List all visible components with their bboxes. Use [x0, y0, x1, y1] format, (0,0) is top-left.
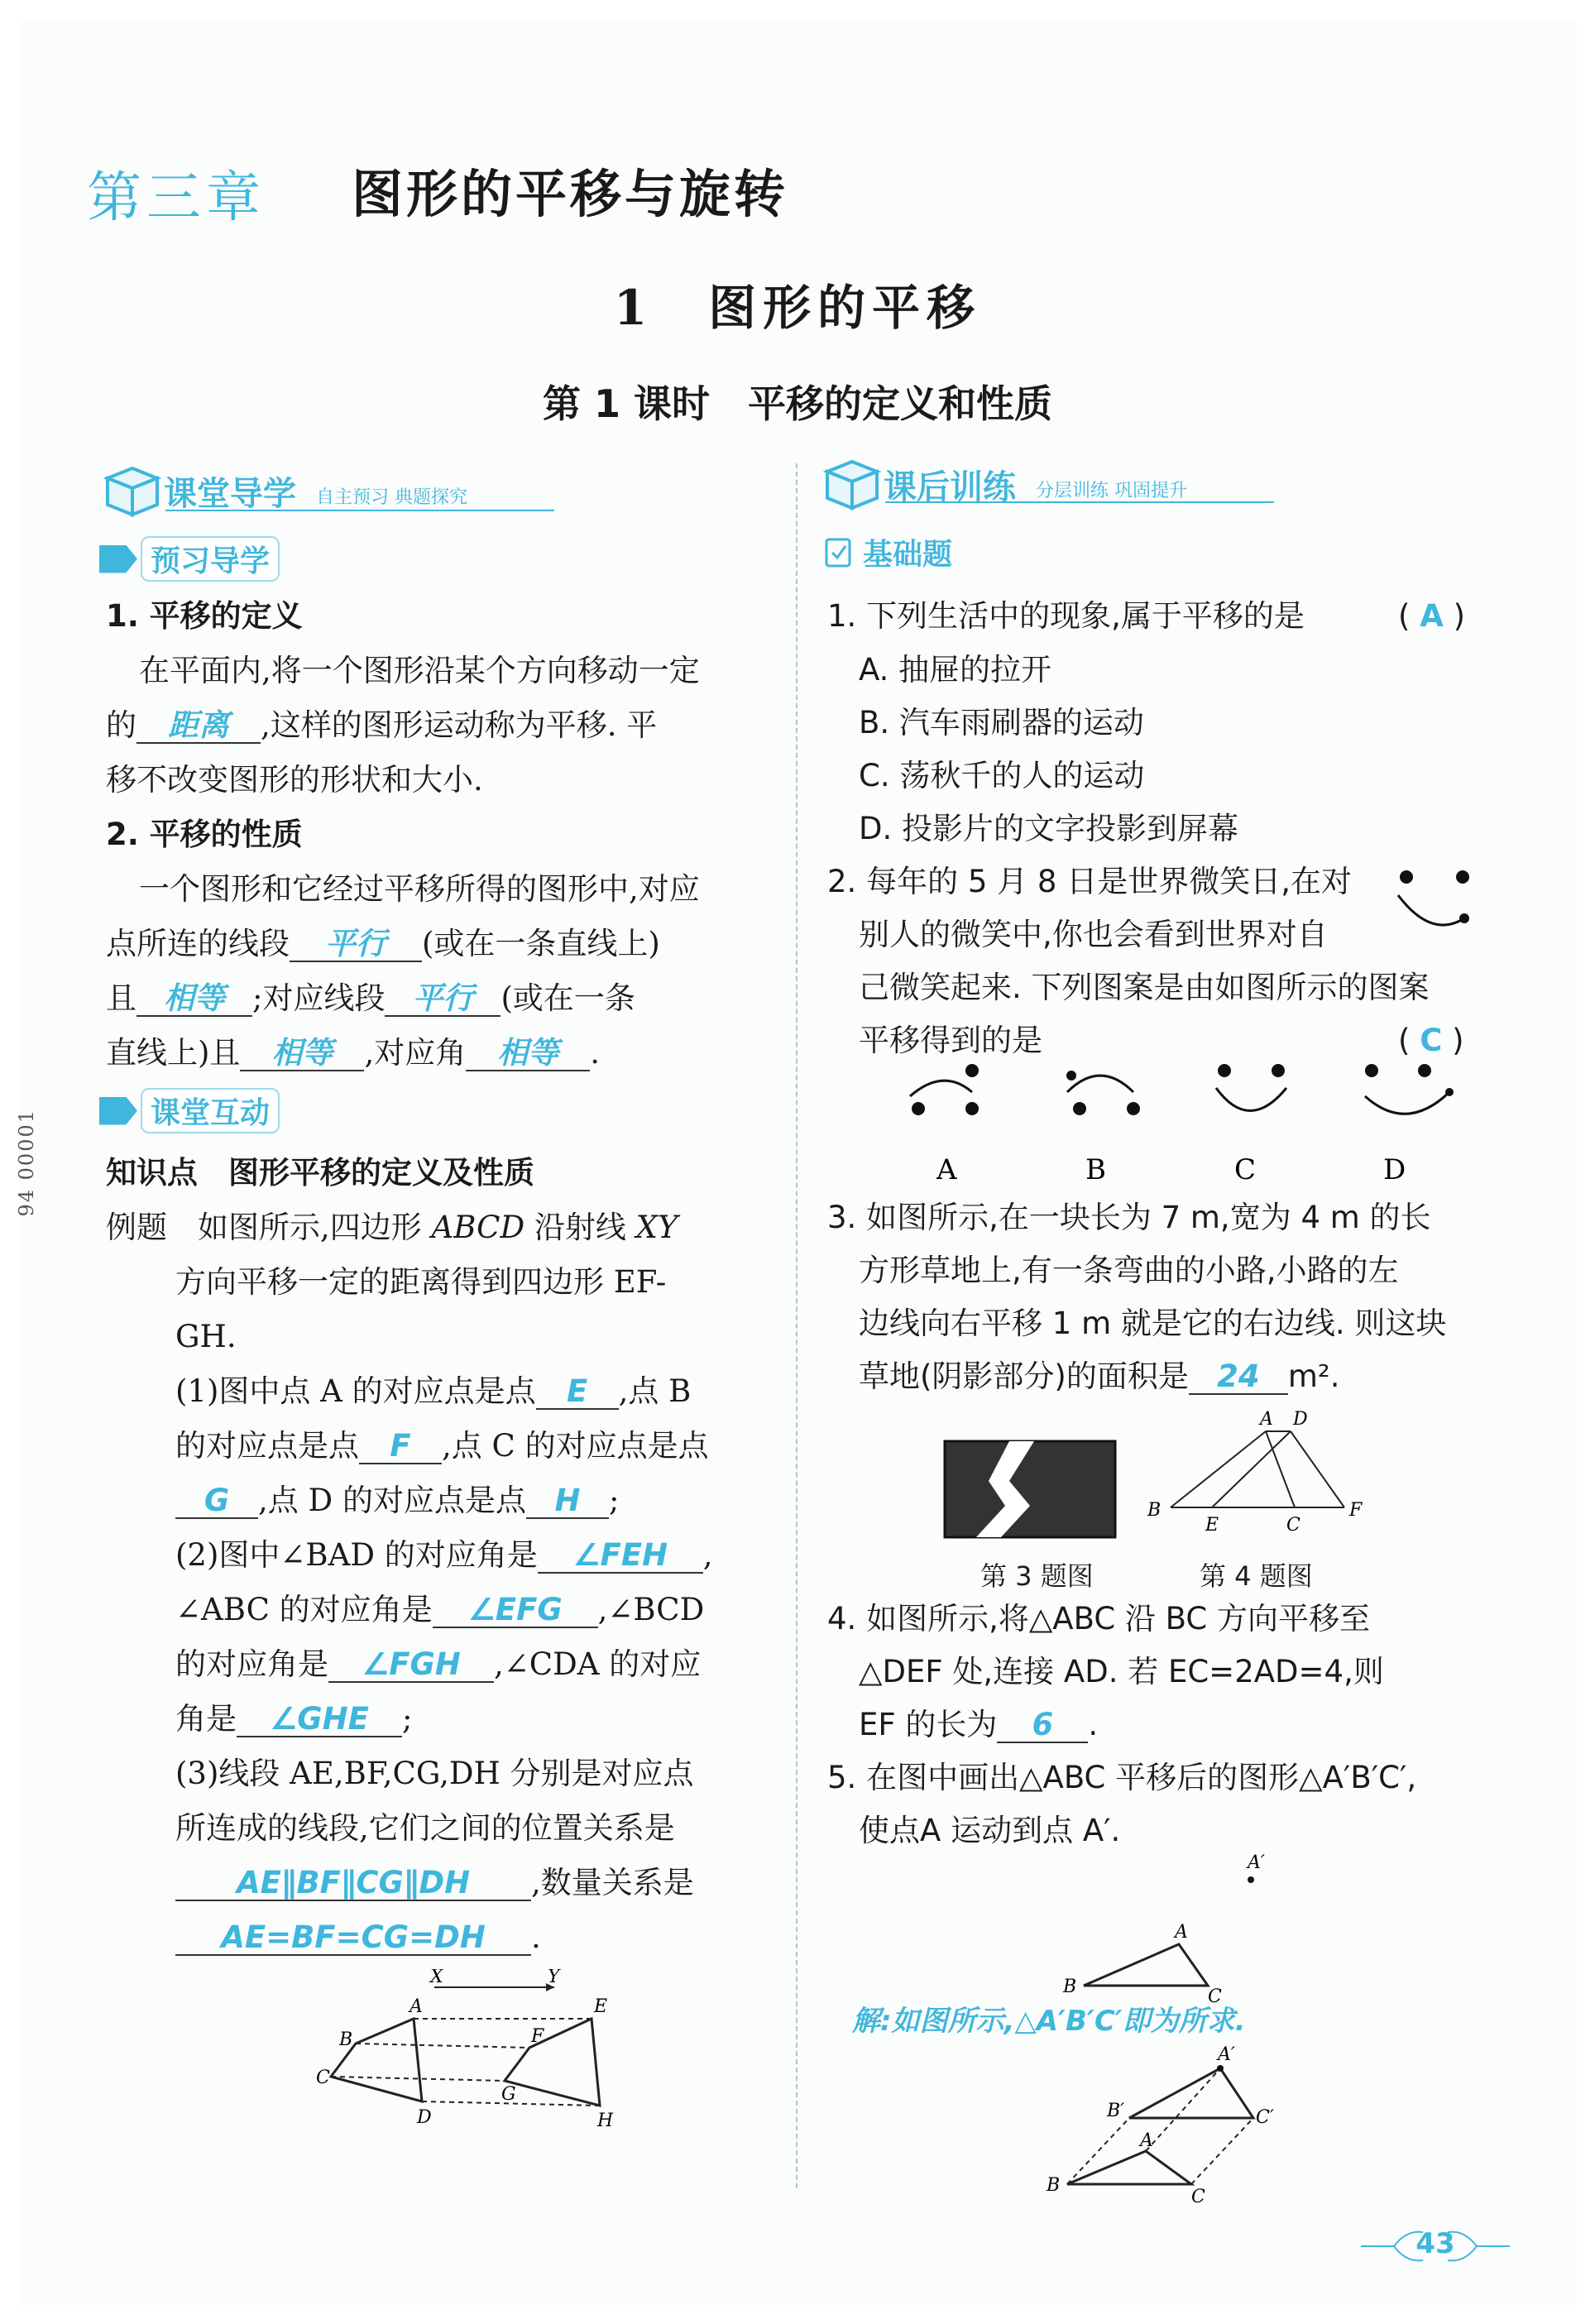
text: ,点 C 的对应点是点 [442, 1428, 709, 1464]
q3-line1: 3. 如图所示,在一块长为 7 m,宽为 4 m 的长 [827, 1200, 1431, 1235]
q2-options-figure [893, 1059, 1473, 1191]
answer-blank: F [390, 1428, 411, 1464]
q4-label-a: A [1260, 1409, 1273, 1430]
text: 的 [106, 707, 137, 743]
tag-arrow-icon [99, 1097, 137, 1125]
q4-label-b: B [1147, 1500, 1162, 1521]
label-d: D [417, 2107, 432, 2128]
example-line1 [106, 1200, 768, 1255]
q3-line3: 边线向右平移 1 m 就是它的右边线. 则这块 [859, 1306, 1447, 1341]
answer-blank: 平行 [412, 980, 474, 1016]
q5-label-c: C [1208, 1986, 1222, 2007]
option-b-label: B [1085, 1153, 1106, 1186]
q1-stem [827, 589, 1489, 644]
item2-line3 [106, 971, 768, 1026]
q2-line4 [106, 1692, 768, 1747]
sol-label-aprime: A′ [1218, 2044, 1235, 2065]
text: . [531, 1919, 541, 1955]
text: ,点 B [618, 1373, 692, 1409]
item1-line2 [106, 698, 768, 753]
text: (或在一条直线上) [422, 926, 660, 961]
option-c-pattern [1216, 1064, 1286, 1111]
q3-line4 [106, 1910, 768, 1965]
text: m². [1287, 1358, 1340, 1394]
text: (或在一条 [501, 980, 635, 1016]
sol-label-a: A [1140, 2130, 1153, 2151]
page-number: 43 [1415, 2227, 1455, 2260]
item1-head: 1. 平移的定义 [106, 598, 303, 634]
text: 1. 下列生活中的现象,属于平移的是 [827, 598, 1305, 634]
text: ) [1452, 1023, 1464, 1058]
column-divider [796, 463, 798, 2188]
label-a: A [410, 1996, 423, 2017]
smiley-reference [1390, 860, 1481, 943]
q5-label-a: A [1175, 1922, 1188, 1943]
after-class-band [819, 455, 1187, 513]
answer-blank: H [554, 1483, 581, 1518]
q3-caption: 第 3 题图 [980, 1560, 1094, 1592]
q5-solution: 解:如图所示,△A′B′C′即为所求. [852, 2005, 1246, 2038]
q2-line3 [106, 1637, 768, 1692]
section-title: 1 图形的平移 [613, 280, 982, 336]
q5-solution-figure [1034, 2044, 1282, 2209]
text: 的对应点是点 [175, 1428, 359, 1464]
text: (1)图中点 A 的对应点是点 [175, 1373, 536, 1409]
text: , [702, 1537, 713, 1573]
q5-line2: 使点A 运动到点 A′. [859, 1813, 1121, 1848]
option-a-pattern [910, 1064, 979, 1115]
option-d-label: D [1383, 1153, 1406, 1186]
text: 角是 [175, 1701, 237, 1737]
answer-blank: 相等 [271, 1035, 333, 1071]
item2-head: 2. 平移的性质 [106, 817, 303, 852]
text: XY [635, 1210, 678, 1245]
q5-label-b: B [1063, 1977, 1077, 1997]
preview-tag [99, 536, 280, 582]
right-questions-1 [827, 589, 1489, 1067]
text: ; [402, 1701, 413, 1737]
text: ,数量关系是 [531, 1865, 694, 1900]
text: ;对应线段 [252, 980, 386, 1016]
answer-blank: ∠FGH [362, 1646, 461, 1682]
q1-answer-paren [1398, 589, 1465, 644]
q4-line2: △DEF 处,连接 AD. 若 EC=2AD=4,则 [859, 1654, 1384, 1689]
q4-caption: 第 4 题图 [1200, 1560, 1313, 1592]
interact-content [106, 1146, 768, 1965]
q4-label-e: E [1205, 1515, 1219, 1536]
text: ; [608, 1483, 620, 1518]
q3-line2: 所连成的线段,它们之间的位置关系是 [175, 1810, 675, 1846]
q1-line1 [106, 1364, 768, 1419]
answer-blank: 距离 [168, 707, 229, 743]
answer-blank: 平行 [325, 926, 386, 961]
text: 草地(阴影部分)的面积是 [859, 1358, 1189, 1394]
q4-figure [1146, 1398, 1369, 1539]
answer: C [1420, 1023, 1443, 1058]
band-subtitle: 分层训练 巩固提升 [1036, 480, 1187, 501]
text: EF 的长为 [859, 1707, 998, 1742]
text: 例题 如图所示,四边形 [106, 1210, 422, 1245]
option-b-pattern [1066, 1071, 1140, 1115]
answer-blank: ∠FEH [572, 1537, 668, 1573]
text: 平移得到的是 [859, 1023, 1042, 1058]
text: 直线上)且 [106, 1035, 241, 1071]
item2-line4 [106, 1026, 768, 1081]
q1-option-b: B. 汽车雨刷器的运动 [859, 705, 1144, 740]
q2-line1: 2. 每年的 5 月 8 日是世界微笑日,在对 [827, 864, 1352, 899]
q5-figure [1059, 1853, 1274, 2019]
answer-blank: G [204, 1483, 230, 1518]
label-e: E [594, 1996, 608, 2017]
item2-line2 [106, 917, 768, 971]
text: . [590, 1035, 600, 1071]
q3-line1: (3)线段 AE,BF,CG,DH 分别是对应点 [175, 1756, 694, 1791]
text: 点所连的线段 [106, 926, 290, 961]
q3-figure [943, 1440, 1117, 1539]
q4-label-c: C [1286, 1515, 1300, 1536]
item1-line3: 移不改变图形的形状和大小. [106, 762, 483, 798]
option-a-label: A [936, 1153, 957, 1186]
cube-icon [99, 462, 164, 520]
text: ,∠BCD [597, 1592, 705, 1627]
text: ,这样的图形运动称为平移. 平 [261, 707, 658, 743]
answer-blank: ∠EFG [467, 1592, 563, 1627]
q5-label-aprime: A′ [1248, 1853, 1265, 1873]
q2-line3: 己微笑起来. 下列图案是由如图所示的图案 [859, 970, 1430, 1005]
answer-blank: AE∥BF∥CG∥DH [236, 1865, 471, 1900]
text: ,∠CDA 的对应 [494, 1646, 702, 1682]
q4-label-f: F [1349, 1500, 1363, 1521]
text: ,对应角 [364, 1035, 467, 1071]
text: . [1088, 1707, 1099, 1742]
text: 且 [106, 980, 137, 1016]
answer-blank: ∠GHE [270, 1701, 369, 1737]
q4-line3 [827, 1699, 1489, 1751]
q1-option-c: C. 荡秋千的人的运动 [859, 758, 1145, 793]
basic-label: 基础题 [863, 538, 953, 572]
label-c: C [316, 2068, 330, 2088]
text: 沿射线 [534, 1210, 626, 1245]
q2-line2: 别人的微笑中,你也会看到世界对自 [859, 917, 1328, 952]
answer-blank: 相等 [497, 1035, 559, 1071]
example-figure [314, 1969, 629, 2135]
text: (2)图中∠BAD 的对应角是 [175, 1537, 538, 1573]
q4-label-d: D [1293, 1409, 1308, 1430]
answer: A [1420, 598, 1444, 634]
answer-blank: 24 [1217, 1358, 1260, 1394]
item2-line1: 一个图形和它经过平移所得的图形中,对应 [139, 871, 700, 907]
q1-option-d: D. 投影片的文字投影到屏幕 [859, 811, 1239, 846]
checklist-icon [823, 536, 856, 569]
text: ( [1398, 1023, 1411, 1058]
item1-line1: 在平面内,将一个图形沿某个方向移动一定 [139, 653, 700, 688]
label-g: G [501, 2084, 516, 2105]
side-mark: 94 00001 [15, 1109, 38, 1217]
answer-blank: AE=BF=CG=DH [221, 1919, 486, 1955]
text: 的对应角是 [175, 1646, 328, 1682]
band-title: 课后训练 [884, 467, 1016, 506]
text: ∠ABC 的对应角是 [175, 1592, 433, 1627]
text: ( [1398, 598, 1411, 634]
q5-line1: 5. 在图中画出△ABC 平移后的图形△A′B′C′, [827, 1760, 1417, 1795]
q2-line1 [106, 1528, 768, 1583]
q2-line2 [106, 1583, 768, 1637]
label-y: Y [548, 1969, 560, 1987]
band-underline [165, 510, 554, 511]
basic-heading [823, 531, 952, 573]
label-h: H [597, 2111, 614, 2131]
interact-tag-label: 课堂互动 [141, 1088, 280, 1133]
label-f: F [531, 2026, 544, 2047]
option-d-pattern [1365, 1064, 1454, 1114]
chapter-label: 第三章 [87, 165, 266, 229]
label-x: X [430, 1969, 443, 1987]
text: ) [1453, 598, 1466, 634]
knowledge-point: 知识点 图形平移的定义及性质 [106, 1155, 534, 1191]
band-title: 课堂导学 [164, 474, 296, 513]
chapter-title: 图形的平移与旋转 [352, 164, 789, 224]
band-subtitle: 自主预习 典题探究 [316, 486, 467, 508]
sol-label-cprime: C′ [1256, 2107, 1274, 2128]
text: ABCD [431, 1210, 525, 1245]
q1-line2 [106, 1419, 768, 1473]
label-b: B [339, 2029, 353, 2050]
tag-arrow-icon [99, 545, 137, 573]
example-line2: 方向平移一定的距离得到四边形 EF- [175, 1264, 667, 1300]
option-c-label: C [1234, 1153, 1257, 1186]
answer-blank: 相等 [164, 980, 225, 1016]
answer-blank: E [567, 1373, 588, 1409]
preview-content [106, 589, 768, 1081]
q1-line3 [106, 1473, 768, 1528]
q3-line4 [827, 1350, 1489, 1403]
example-line3: GH. [175, 1319, 237, 1354]
q3-line2: 方形草地上,有一条弯曲的小路,小路的左 [859, 1253, 1399, 1288]
q4-line1: 4. 如图所示,将△ABC 沿 BC 方向平移至 [827, 1601, 1371, 1636]
answer-blank: 6 [1032, 1707, 1054, 1742]
right-questions-2 [827, 1191, 1489, 1403]
sol-label-bprime: B′ [1107, 2101, 1125, 2121]
interact-tag [99, 1088, 280, 1133]
cube-icon [819, 455, 884, 513]
q1-option-a: A. 抽屉的拉开 [859, 652, 1052, 688]
preview-tag-label: 预习导学 [141, 536, 280, 582]
q3-line3 [106, 1856, 768, 1910]
band-underline [885, 501, 1274, 503]
lesson-title: 第 1 课时 平移的定义和性质 [542, 381, 1053, 426]
sol-label-b: B [1047, 2175, 1061, 2196]
sol-label-c: C [1191, 2187, 1205, 2207]
text: ,点 D 的对应点是点 [258, 1483, 526, 1518]
right-questions-3 [827, 1593, 1489, 1857]
